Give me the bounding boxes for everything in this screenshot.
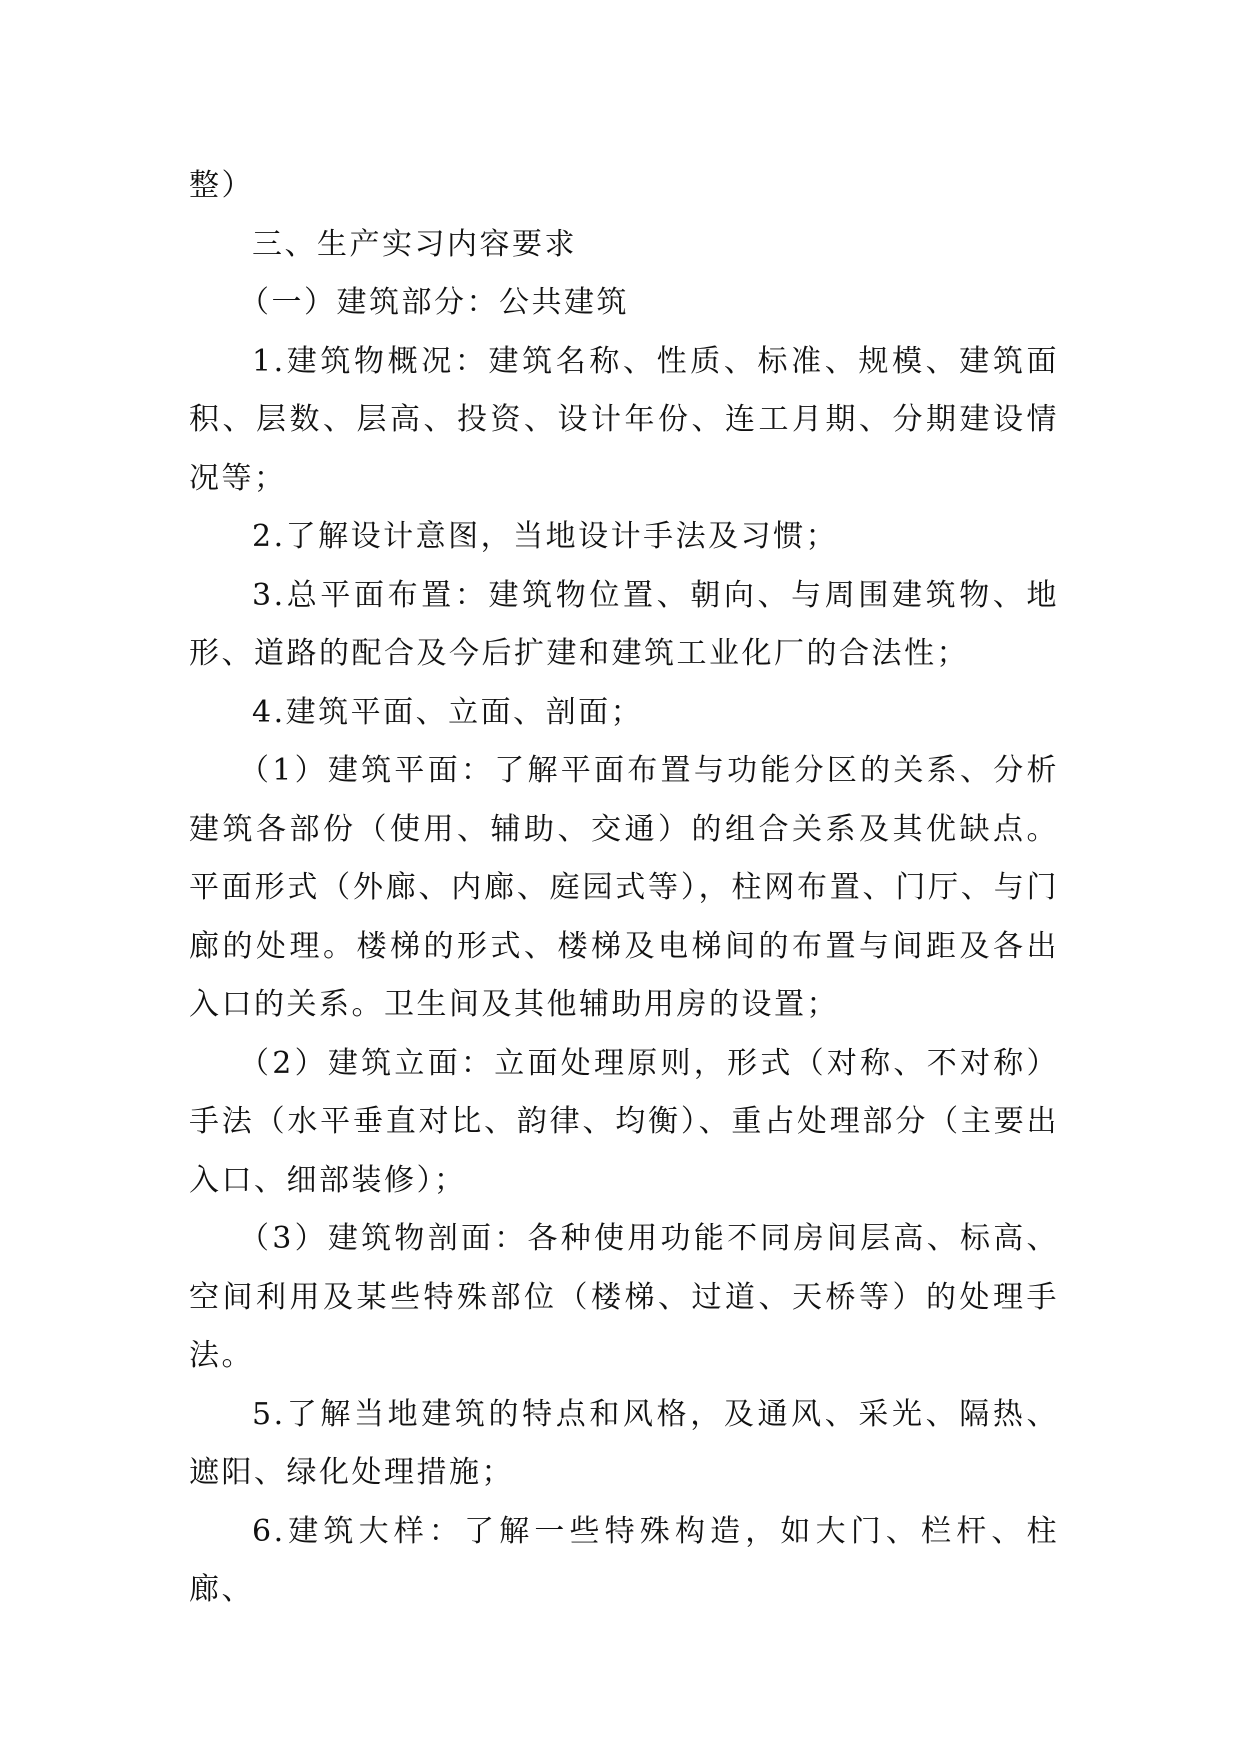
sub-item-1: （1）建筑平面：了解平面布置与功能分区的关系、分析建筑各部份（使用、辅助、交通）的组合关系及其优缺点。平面形式（外廊、内廊、庭园式等），柱网布置、门厅、与门廊的处理。楼梯的形式、楼梯及电梯间的布置与间距及各出入口的关系。卫生间及其他辅助用房的设置； <box>189 753 1059 1022</box>
list-item-2: 2.了解设计意图，当地设计手法及习惯； <box>252 519 839 554</box>
list-item-4: 4.建筑平面、立面、剖面； <box>252 694 644 730</box>
list-item-5: 5.了解当地建筑的特点和风格，及通风、采光、隔热、遮阳、绿化处理措施； <box>189 1396 1059 1490</box>
section-heading-3: 三、生产实习内容要求 <box>252 226 577 262</box>
list-item-3: 3.总平面布置：建筑物位置、朝向、与周围建筑物、地形、道路的配合及今后扩建和建筑工业化厂的合法性； <box>189 577 1059 671</box>
sub-item-2: （2）建筑立面：立面处理原则，形式（对称、不对称）手法（水平垂直对比、韵律、均衡）、重占处理部分（主要出入口、细部装修）； <box>189 1045 1059 1198</box>
document-body <box>189 157 1059 1620</box>
list-item-6: 6.建筑大样：了解一些特殊构造，如大门、栏杆、柱廊、 <box>189 1513 1059 1607</box>
paragraph-continuation: 整） <box>189 168 254 203</box>
subsection-heading-1: （一）建筑部分：公共建筑 <box>239 285 629 320</box>
sub-item-3: （3）建筑物剖面：各种使用功能不同房间层高、标高、空间利用及某些特殊部位（楼梯、过道、天桥等）的处理手法。 <box>189 1221 1059 1373</box>
list-item-1: 1.建筑物概况：建筑名称、性质、标准、规模、建筑面积、层数、层高、投资、设计年份、连工月期、分期建设情况等； <box>189 343 1059 496</box>
